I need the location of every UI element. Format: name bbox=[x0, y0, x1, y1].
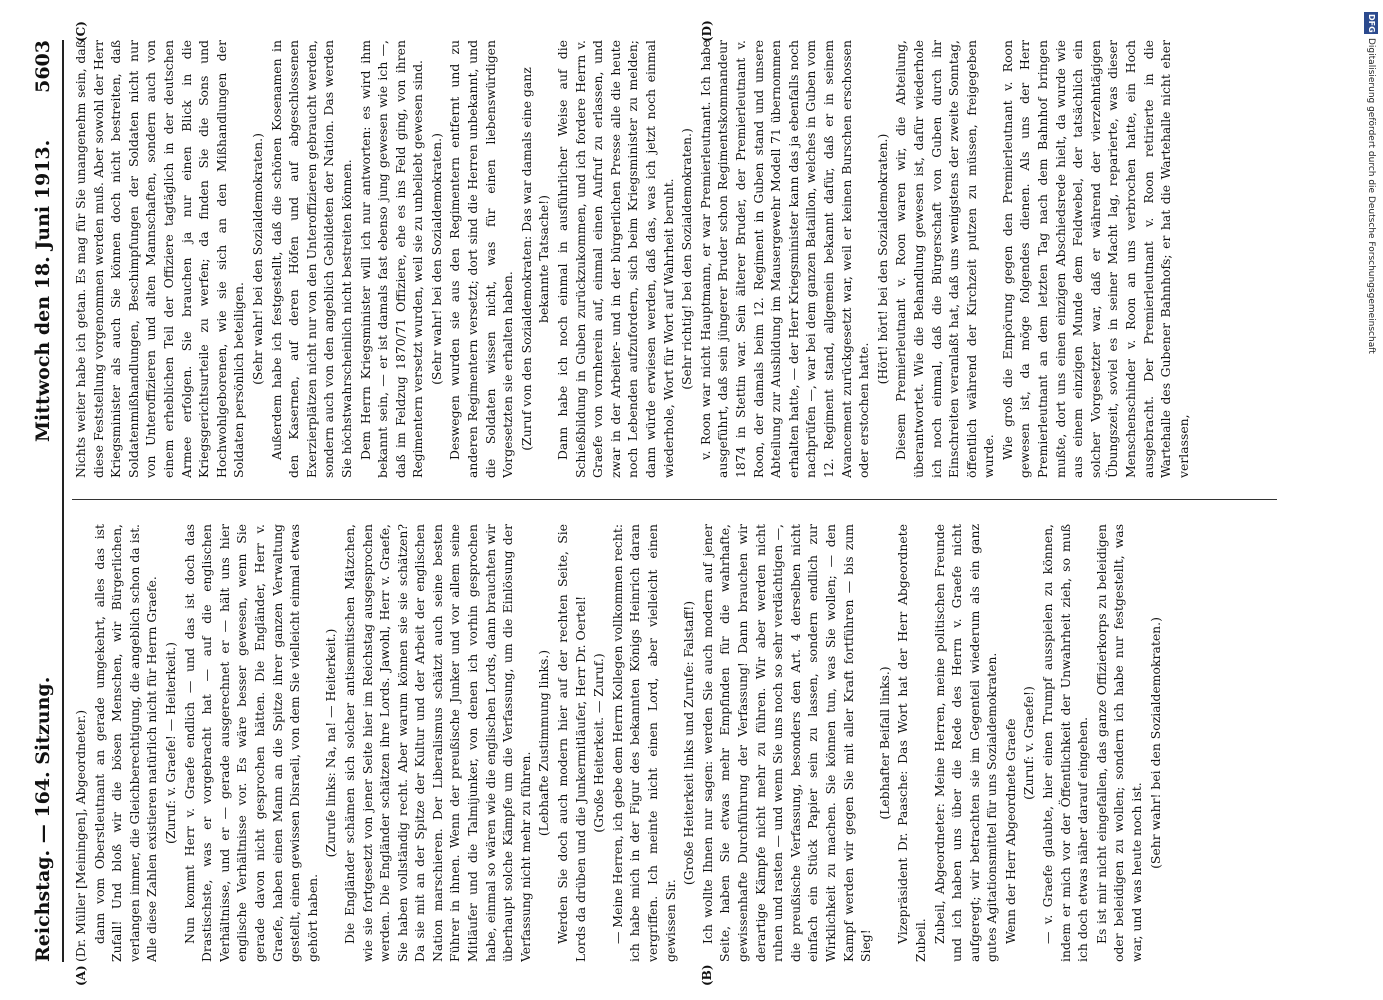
margin-mark-d: (D) bbox=[700, 20, 714, 42]
interjection: (Zuruf: v. Graefe! — Heiterkeit.) bbox=[162, 641, 178, 845]
paragraph: — Meine Herren, ich gebe dem Herrn Kollegen vollkommen recht: ich habe mich in der Figur des bekannten Königs Heinrich daran vergriffen. Ich meinte nicht einen Lord, aber vielleicht einen gewissen Sir. bbox=[609, 524, 678, 962]
paragraph: Dann habe ich noch einmal in ausführlicher Weise auf die Schießbildung in Guben zurückzukommen, und ich fordere Herrn v. Graefe von vornherein auf, einmal einen Aufruf zu erlassen, und zwar in der Arbeiter- und in der bürgerlichen Presse alle die heute noch Lebenden aufzufordern, sich beim Kriegsminister zu melden; dann würde erwiesen werden, daß das, was ich jetzt noch einmal wiederhole, Wort für Wort auf Wahrheit beruht. bbox=[555, 40, 676, 478]
header-date: Mittwoch den 18. Juni 1913. bbox=[32, 139, 54, 442]
interjection: (Sehr wahr! bei den Sozialdemokraten.) bbox=[249, 133, 265, 385]
left-column bbox=[72, 524, 1282, 962]
paragraph: Werden Sie doch auch modern hier auf der rechten Seite, Sie Lords da drüben und die Junkermitläufer, Herr Dr. Oertel! bbox=[555, 524, 588, 962]
interjection: (Große Heiterkeit. — Zuruf.) bbox=[591, 653, 607, 833]
interjection: (Sehr wahr! bei den Sozialdemokraten.) bbox=[1147, 617, 1163, 869]
page-header bbox=[22, 40, 64, 962]
interjection: (Sehr richtig! bei den Sozialdemokraten.) bbox=[679, 128, 695, 390]
paragraph: Wie groß die Empörung gegen den Premierleutnant v. Roon gewesen ist, da möge folgendes dienen. Als uns der Herr Premierleutnant an dem letzten Tag nach dem Bahnhof bringen mußte, dort uns einen einzigen Abschiedsrede hielt, da wurde wie aus einem einzigen Munde dem Feldwebel, der tatsächlich ein solcher Vorgesetzter war, daß er während der vierzehntägigen Übungszeit, soviel es in seiner Macht lag, reparierte, was dieser Menschenschinder v. Roon an uns verbrochen hatte, ein Hoch ausgebracht. Der Premierleutnant v. Roon retirierte in die Wartehalle des Gubener Bahnhofs; er hat die Wartehalle nicht eher verlassen, bbox=[999, 40, 1191, 478]
paragraph: — v. Graefe glaubte, hier einen Trumpf ausspielen zu können, indem er mich vor der Öffentlichkeit der Unwahrheit zieh, so muß ich doch etwas näher darauf eingehen. bbox=[1040, 524, 1091, 962]
interjection: (Sehr wahr! bei den Sozialdemokraten.) bbox=[428, 133, 444, 385]
interjection: (Lebhafte Zustimmung links.) bbox=[536, 649, 552, 837]
paragraph: Wenn der Herr Abgeordnete Graefe bbox=[1002, 718, 1018, 944]
interjection: (Große Heiterkeit links und Zurufe: Falstaff!) bbox=[681, 600, 697, 886]
right-column bbox=[72, 40, 1282, 478]
margin-mark-b: (B) bbox=[700, 964, 714, 986]
page-number: 5603 bbox=[32, 40, 54, 93]
paragraph: Außerdem habe ich festgestellt, daß die schönen Kosenamen in den Kasernen, auf deren Höfen und auf abgeschlossenen Exerzierplätzen nicht nur von den Unteroffizieren gebraucht werden, sondern auch von den angeblich Gebildeten der Nation. Das werden Sie höchstwahrscheinlich nicht bestreiten können. bbox=[268, 40, 354, 478]
digitization-strip bbox=[1362, 6, 1380, 996]
dfg-logo: DFG bbox=[1364, 12, 1378, 34]
paragraph: Diesem Premierleutnant v. Roon waren wir, die Abteilung, überantwortet. Wie die Behandlung gewesen ist, dafür wiederhole ich noch einmal, daß die Bürgerschaft von Guben durch ihr Einschreiten veranlaßt hat, daß uns wenigstens der zweite Sonntag, öffentlich während der Kirchzeit putzen zu müssen, freigegeben wurde. bbox=[893, 40, 997, 478]
paragraph: Es ist mir nicht eingefallen, das ganze Offizierkorps zu beleidigen oder beleidigen zu wollen; sondern ich habe nur festgestellt, was war, und was heute noch ist. bbox=[1093, 524, 1145, 962]
paragraph: Die Engländer schämen sich solcher antisemitischen Mätzchen, wie sie fortgesetzt von jener Seite hier im Reichstag ausgesprochen werden. Die Engländer schätzen ihre Lords. Jawohl, Herr v. Graefe, Sie haben vollständig recht. Aber warum können sie sie schätzen? Da sie mit an der Spitze der Kultur und der Arbeit der englischen Nation marschieren. Der Liberalismus schätzt auch seine besten Führer in ihnen. Wenn der preußische Junker und vor allem seine Mitläufer und die Talmijunker, von denen ich vorhin gesprochen habe, einmal so wären wie die englischen Lords, dann brauchten wir überhaupt solche Kämpfe um die Verfassung, um die Einlösung der Verfassung nicht mehr zu führen. bbox=[341, 524, 533, 962]
paragraph: Dem Herrn Kriegsminister will ich nur antworten: es wird ihm bekannt sein, — er ist damals fast ebenso jung gewesen wie ich —, daß im Feldzug 1870/71 Offiziere, ehe es ins Feld ging, von ihren Regimentern versetzt wurden, weil sie zu unbeliebt gewesen sind. bbox=[357, 40, 426, 478]
paragraph: dann vom Oberstleutnant an gerade umgekehrt, alles das ist Zufall! Und bloß wir die bösen Menschen, wir Bürgerlichen, verlangen immer, die Gleichberechtigung, die angeblich schon da ist. Alle diese Zahlen existieren natürlich nicht für Herrn Graefe. bbox=[91, 524, 160, 962]
margin-mark-a: (A) bbox=[74, 965, 88, 986]
paragraph: Vizepräsident Dr. Paasche: Das Wort hat der Herr Abgeordnete Zubeil. bbox=[895, 524, 928, 962]
paragraph: Deswegen wurden sie aus den Regimentern entfernt und zu anderen Regimentern versetzt; dort sind die Herren unbekannt, und die Soldaten wissen nicht, was für einen liebenswürdigen Vorgesetzten sie erhalten haben. bbox=[447, 40, 516, 478]
header-left: Reichstag. — 164. Sitzung. bbox=[32, 676, 54, 962]
paragraph: v. Roon war nicht Hauptmann, er war Premierleutnant. Ich habe ausgeführt, daß sein jüngerer Bruder schon Regimentskommandeur 1874 in Stettin war. Sein älterer Bruder, der Premierleutnant v. Roon, der damals beim 12. Regiment in Guben stand und unsere Abteilung zur Ausbildung im Mausergewehr Modell 71 übernommen erhalten hatte, — der Herr Kriegsminister kann das ja ebenfalls noch nachprüfen —, war bei dem ganzen Bataillon, welches in Guben vom 12. Regiment stand, allgemein bekannt dafür, daß er in seinem Avancement zurückgesetzt war, weil er keinen Burschen erschossen oder erstochen hatte. bbox=[697, 40, 872, 478]
paragraph: Zubeil, Abgeordneter: Meine Herren, meine politischen Freunde und ich haben uns über die Rede des Herrn v. Graefe nicht aufgeregt; wir betrachten sie im Gegenteil wiederum als ein ganz gutes Agitationsmittel für uns Sozialdemokraten. bbox=[931, 524, 1000, 962]
paragraph: Nun kommt Herr v. Graefe endlich — und das ist doch das Drastischste, was er vorgebracht hat — auf die englischen Verhältnisse, und er — gerade ausgerechnet er — hält uns hier englische Verhältnisse vor. Es wäre besser gewesen, wenn Sie gerade davon nicht gesprochen hätten. Die Engländer, Herr v. Graefe, haben einen Mann an die Spitze ihrer ganzen Verwaltung gestellt, einen gewissen Disraeli, von dem Sie vielleicht einmal etwas gehört haben. bbox=[181, 524, 320, 962]
interjection: (Zurufe links: Na, na! — Heiterkeit.) bbox=[323, 628, 339, 858]
interjection: (Lebhafter Beifall links.) bbox=[876, 666, 892, 820]
digitization-credit: Digitalisierung gefördert durch die Deutsche Forschungsgemeinschaft bbox=[1366, 38, 1376, 354]
paragraph: Nichts weiter habe ich getan. Es mag für Sie unangenehm sein, daß diese Feststellung vorgenommen werden muß. Aber sowohl der Herr Kriegsminister als auch Sie können doch nicht bestreiten, daß Soldatenmißhandlungen, Beschimpfungen der Soldaten nicht nur von Unteroffizieren und alten Mannschaften, sondern auch von einem erheblichen Teil der Offiziere tagtäglich in der deutschen Armee erfolgen. Sie brauchen ja nur einen Blick in die Kriegsgerichtsurteile zu werfen; da finden Sie die Sons und Hochwohlgeborenen, wie sie sich an den Mißhandlungen der Soldaten persönlich beteiligen. bbox=[73, 40, 247, 478]
paragraph: (Dr. Müller [Meiningen], Abgeordneter.) bbox=[73, 709, 88, 962]
interjection: (Zuruf von den Sozialdemokraten: Das war damals eine ganz bekannte Tatsache!) bbox=[518, 67, 552, 451]
interjection: (Hört! hört! bei den Sozialdemokraten.) bbox=[874, 133, 890, 385]
column-divider bbox=[72, 499, 1277, 500]
margin-mark-c: (C) bbox=[74, 21, 88, 42]
paragraph: Ich wollte Ihnen nur sagen: werden Sie auch modern auf jener Seite, haben Sie etwas mehr Empfinden für die wahrhafte, gewissenhafte Durchführung der Verfassung! Dann brauchen wir derartige Kämpfe nicht mehr zu führen. Wir aber werden nicht ruhen und rasten — und wenn Sie uns noch so sehr verdächtigen —, die preußische Verfassung, besonders den Art. 4 derselben nicht einfach ein Stück Papier sein zu lassen, sondern endlich zur Wirklichkeit zu machen. Sie können tun, was Sie wollen; — den Kampf werden wir gegen Sie mit aller Kraft fortführen — bis zum Sieg! bbox=[699, 524, 874, 962]
interjection: (Zuruf: v. Graefe!) bbox=[1021, 686, 1037, 800]
